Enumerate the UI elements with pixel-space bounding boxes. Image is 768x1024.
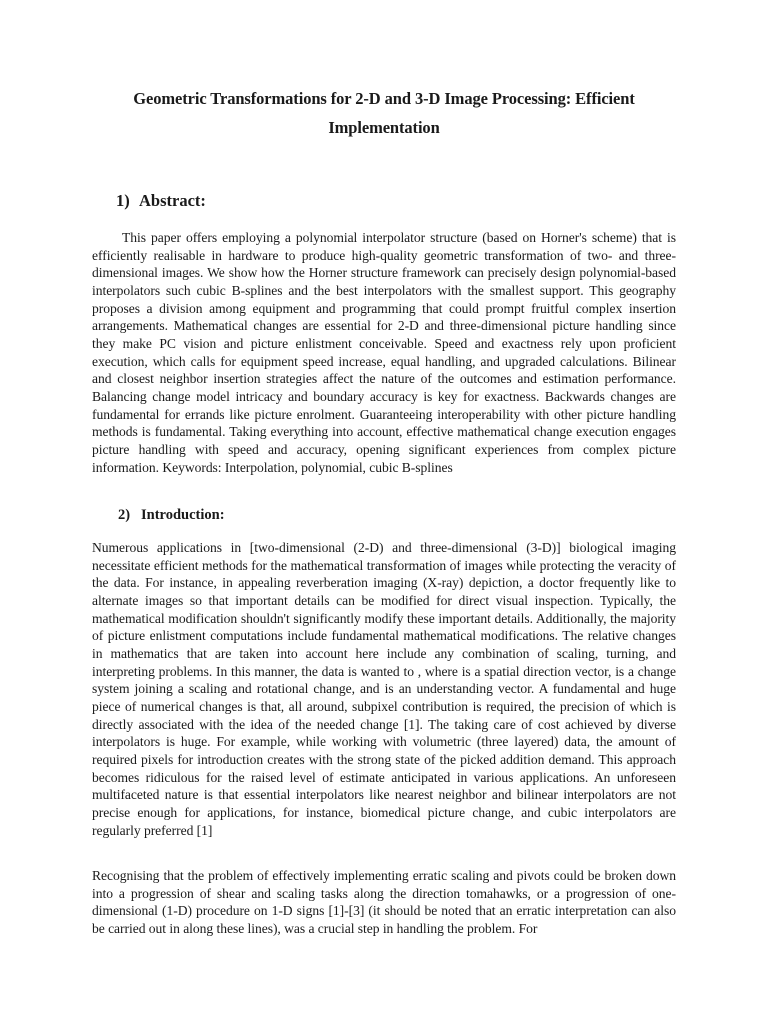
paper-title [92, 84, 676, 142]
abstract-paragraph: This paper offers employing a polynomial interpolator structure (based on Horner's scheme) that is efficiently realisable in hardware to produce high-quality geometric transformation of two- and three-dimensional images. We show how the Horner structure framework can precisely design polynomial-based interpolators such cubic B-splines and the best interpolators with the smallest support. This geography proposes a division among equipment and programming that could prompt fruitful complex insertion arrangements. Mathematical changes are essential for 2-D and three-dimensional picture handling since they make PC vision and picture enlistment conceivable. Speed and exactness rely upon proficient execution, which calls for equipment speed increase, equal handling, and upgraded calculations. Bilinear and closest neighbor insertion strategies affect the nature of the outcomes and estimation performance. Balancing change model intricacy and boundary accuracy is key for exactness. Backwards changes are fundamental for errands like picture enrolment. Guaranteeing interoperability with other picture handling methods is fundamental. Taking everything into account, effective mathematical change execution engages picture handling with speed and accuracy, opening significant experiences from complex picture information. Keywords: Interpolation, polynomial, cubic B-splines [92, 230, 676, 475]
paper-title-line-1: Geometric Transformations for 2-D and 3-D Image Processing: Efficient [133, 89, 635, 108]
paper-title-line-2: Implementation [328, 118, 440, 137]
abstract-heading-text: Abstract: [139, 191, 206, 210]
abstract-heading-number: 1) [116, 191, 130, 210]
introduction-paragraph-2: Recognising that the problem of effectively implementing erratic scaling and pivots could be broken down into a progression of shear and scaling tasks along the direction tomahawks, or a progression of one-dimensional (1-D) procedure on 1-D signs [1]-[3] (it should be noted that an erratic interpretation can also be carried out in along these lines), was a crucial step in handling the problem. For [92, 868, 676, 936]
introduction-heading-text: Introduction: [141, 507, 225, 523]
introduction-heading [118, 505, 225, 525]
abstract-heading [116, 190, 206, 212]
introduction-heading-number: 2) [118, 507, 131, 523]
introduction-paragraph-1: Numerous applications in [two-dimensional (2-D) and three-dimensional (3-D)] biological imaging necessitate efficient methods for the mathematical transformation of images while protecting the veracity of the data. For instance, in appealing reverberation imaging (X-ray) depiction, a doctor frequently like to alternate images so that important details can be modified for direct visual inspection. Typically, the mathematical modification shouldn't significantly modify these important details. Additionally, the majority of picture enlistment computations include fundamental mathematical modifications. The relative changes in mathematics that are taken into account here include any combination of scaling, turning, and interpreting problems. In this manner, the data is wanted to , where is a spatial direction vector, is a change system joining a scaling and rotational change, and is an understanding vector. A fundamental and huge piece of numerical changes is that, all around, subpixel contribution is required, the precision of which is directly associated with the idea of the needed change [1]. The taking care of cost achieved by diverse interpolators is huge. For example, while working with volumetric (three layered) data, the amount of required pixels for introduction creates with the strong state of the picked addition demand. This approach becomes ridiculous for the raised level of estimate anticipated in various applications. An unforeseen multifaceted nature is that essential interpolators like nearest neighbor and bilinear interpolators are not precise enough for applications, for instance, biomedical picture change, and cubic interpolators are regularly preferred [1] [92, 540, 676, 838]
